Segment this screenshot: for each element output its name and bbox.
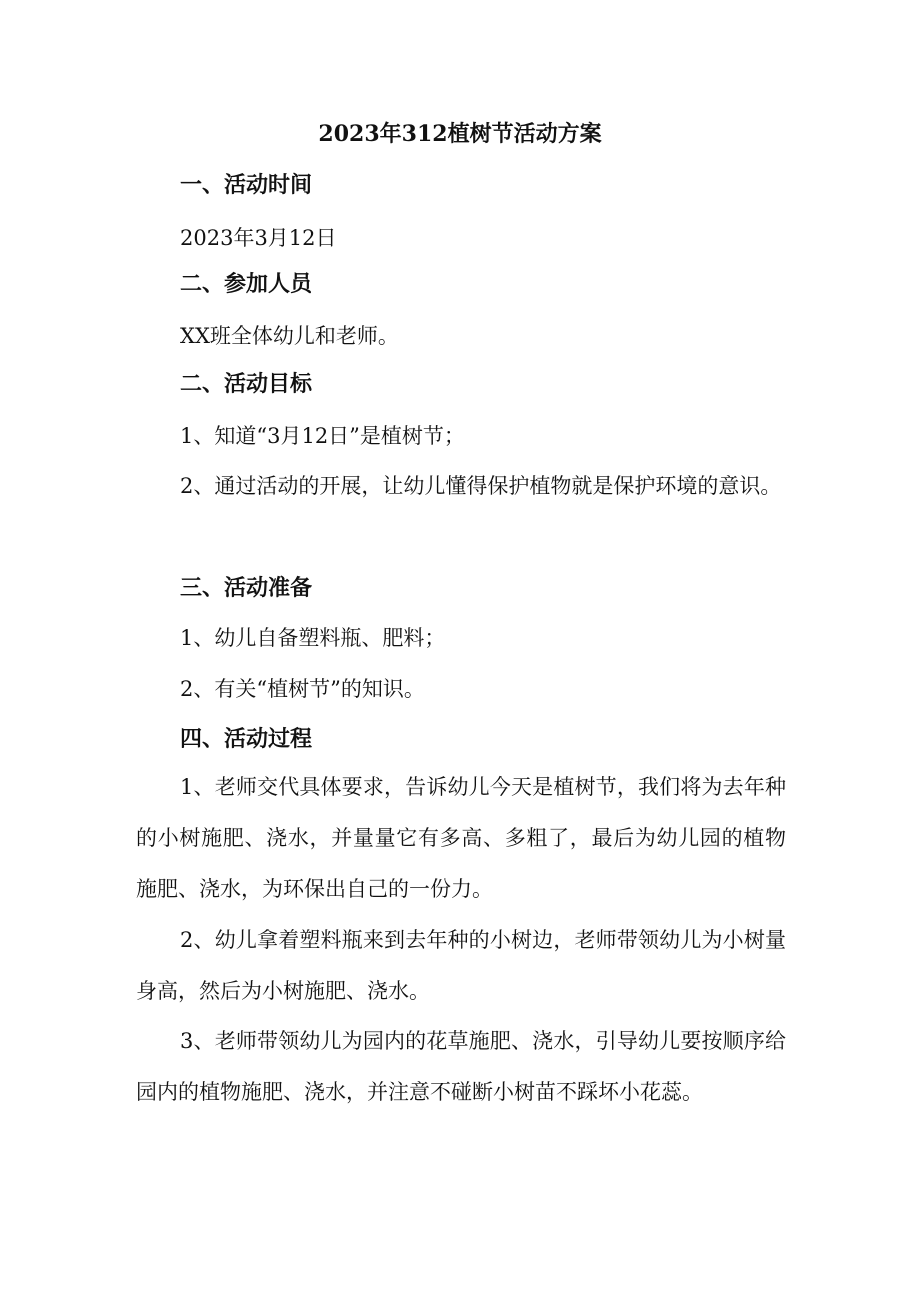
document-title: 2023年312植树节活动方案	[318, 121, 602, 147]
participants-content: XX班全体幼儿和老师。	[180, 324, 399, 348]
process-item-3: 3、老师带领幼儿为园内的花草施肥、浇水，引导幼儿要按顺序给园内的植物施肥、浇水，并注意不碰断小树苗不踩坏小花蕊。	[136, 1029, 786, 1104]
goal-item-2: 2、通过活动的开展，让幼儿懂得保护植物就是保护环境的意识。	[180, 474, 782, 498]
section-heading-goals: 二、活动目标	[180, 371, 313, 397]
preparation-item-1: 1、幼儿自备塑料瓶、肥料；	[180, 626, 446, 650]
section-heading-time: 一、活动时间	[180, 172, 313, 198]
process-item-1: 1、老师交代具体要求，告诉幼儿今天是植树节，我们将为去年种的小树施肥、浇水，并量量它有多高、多粗了，最后为幼儿园的植物施肥、浇水，为环保出自己的一份力。	[136, 775, 786, 901]
section-heading-participants: 二、参加人员	[180, 271, 313, 297]
goal-item-1: 1、知道“3月12日”是植树节；	[180, 424, 465, 448]
section-heading-process: 四、活动过程	[180, 726, 313, 752]
process-item-2: 2、幼儿拿着塑料瓶来到去年种的小树边，老师带领幼儿为小树量身高，然后为小树施肥、浇水。	[136, 928, 786, 1003]
section-heading-preparation: 三、活动准备	[180, 575, 313, 601]
time-content: 2023年3月12日	[180, 226, 337, 250]
preparation-item-2: 2、有关“植树节”的知识。	[180, 677, 425, 701]
